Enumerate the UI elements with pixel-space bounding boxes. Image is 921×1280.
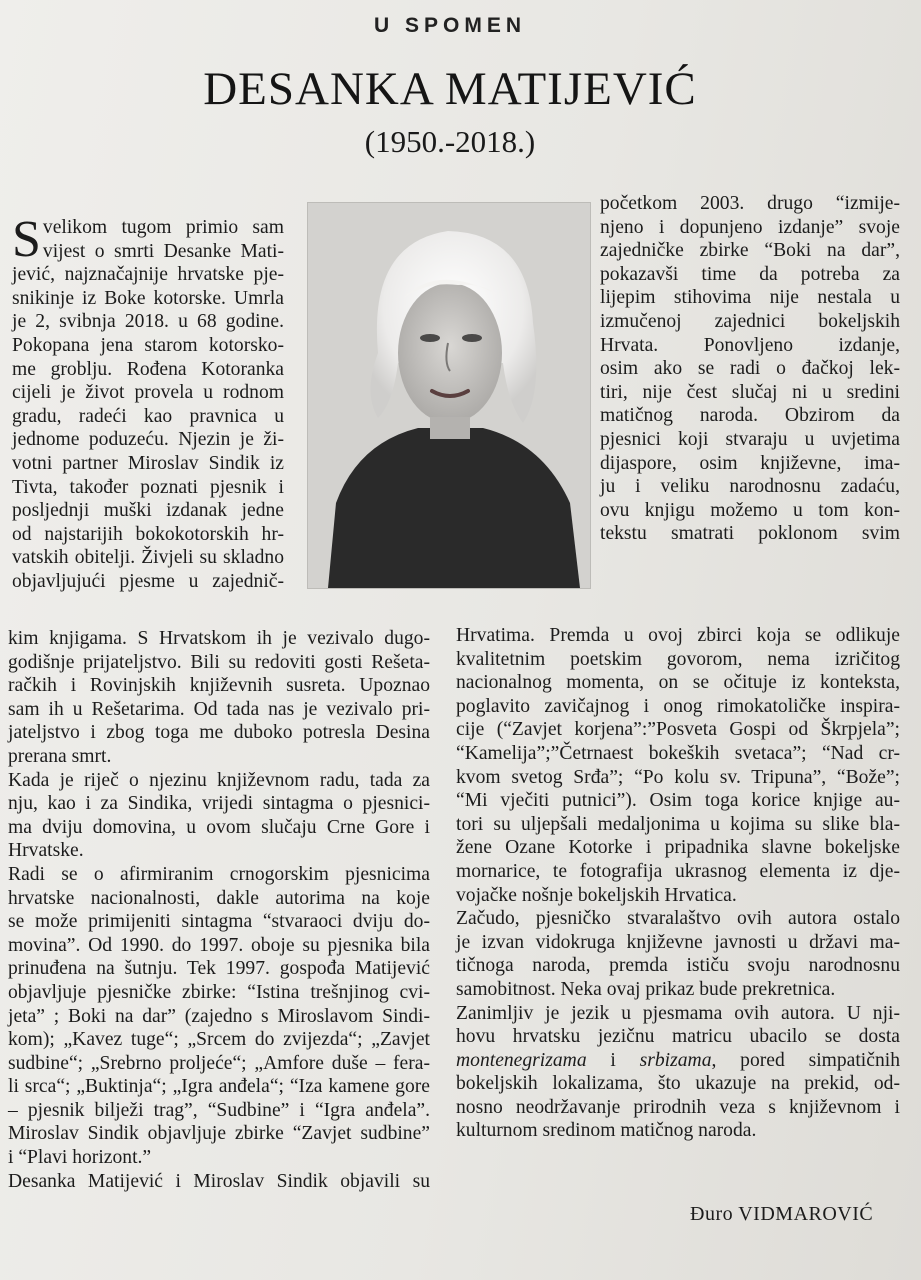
text-line: osim ako se radi o đačkoj lek- — [600, 358, 900, 380]
left-column-bottom — [8, 627, 430, 1193]
text-line: Zanimljiv je jezik u pjesmama ovih autora. U nji- — [456, 1002, 900, 1024]
text-line: Desanka Matijević i Miroslav Sindik objavili su — [8, 1170, 430, 1192]
text-line: je 2, svibnja 2018. u 68 godine. — [12, 311, 284, 333]
text-line: poglavito zavičajnog i onog rimokatoličke inspira- — [456, 695, 900, 717]
life-years: (1950.-2018.) — [364, 124, 536, 159]
text-line: “Kamelija”;”Četrnaest bokeških svetaca”; “Nad cr- — [456, 742, 900, 764]
text-line: Kada je riječ o njezinu književnom radu, tada za — [8, 769, 430, 791]
text-line: žene Ozane Kotorke i pripadnika slavne bokeljske — [456, 837, 900, 859]
text-line: Tivta, također poznati pjesnik i — [12, 476, 284, 498]
text-line: gradu, radeći kao pravnica u — [12, 405, 284, 427]
italic-word: srbizama — [639, 1049, 712, 1071]
text-line: jednome poduzeću. Njezin je ži- — [12, 429, 284, 451]
text-line: “Mi vječiti putnici”). Osim toga korice knjige au- — [456, 790, 900, 812]
text-line: Radi se o afirmiranim crnogorskim pjesnicima — [8, 863, 430, 885]
text-line: objavljuje pjesničke zbirke: “Istina trešnjinog cvi- — [8, 981, 430, 1003]
text-line: me groblju. Rođena Kotoranka — [12, 358, 284, 380]
text-line: ju i veliku narodnosnu zadaću, — [600, 476, 900, 498]
text-line: je izvan vidokruga književne javnosti u državi ma- — [456, 931, 900, 953]
text-line: mornarice, te fotografija ukrasnog elementa iz dje- — [456, 860, 900, 882]
text-line: kvalitetnim poetskim govorom, nema izričitog — [456, 648, 900, 670]
text-line: hrvatske nacionalnosti, dakle autorima na koje — [8, 887, 430, 909]
drop-cap: S — [12, 211, 41, 268]
text-line: vatskih obitelji. Živjeli su skladno — [12, 547, 284, 569]
text-line: velikom tugom primio sam — [42, 217, 284, 238]
text-line: Začudo, pjesničko stvaralaštvo ovih autora ostalo — [456, 908, 900, 930]
text-line: bokeljskih lokalizama, što ukazuje na prekid, od- — [456, 1073, 900, 1095]
text-line: cijeli je život provela u rodnom — [12, 382, 284, 404]
left-column-top — [12, 211, 284, 594]
text-line: početkom 2003. drugo “izmije- — [600, 193, 900, 214]
text-line: kim knjigama. S Hrvatskom ih je vezivalo dugo- — [8, 628, 430, 649]
text-span: i — [586, 1049, 640, 1071]
text-line: račkih i Rovinjskih književnih susreta. Upoznao — [8, 675, 430, 697]
text-line: prerana smrt. — [8, 745, 112, 767]
portrait-icon — [308, 203, 590, 588]
text-line: sudbine“; „Srebrno proljeće“; „Amfore duše – fera- — [8, 1052, 430, 1074]
text-line: hovu hrvatsku jezičnu matricu ubacilo se dosta — [456, 1026, 900, 1048]
text-line: prinuđena na šutnju. Tek 1997. gospođa Matijević — [8, 958, 430, 980]
text-line: pokazavši time da potreba za — [600, 263, 900, 285]
text-line: samobitnost. Neka ovaj prikaz bude prekretnica. — [456, 978, 836, 1000]
text-line: Hrvata. Ponovljeno izdanje, — [600, 334, 900, 356]
text-line: kom); „Kavez tuge“; „Srcem do zvijezda“; „Zavjet — [8, 1029, 430, 1051]
text-line: tiri, nije čest slučaj ni u sredini — [600, 381, 900, 403]
text-line: vijest o smrti Desanke Mati- — [42, 240, 284, 262]
text-line: od najstarijih bokokotorskih hr- — [12, 523, 284, 545]
text-line: njeno i dopunjeno izdanje” svoje — [600, 216, 900, 238]
text-line: votni partner Miroslav Sindik iz — [12, 452, 284, 474]
text-line: se može primijeniti sintagma “stvaraoci dviju do- — [8, 911, 430, 933]
text-line-italic — [456, 1049, 900, 1073]
italic-word: montenegrizama — [456, 1049, 587, 1071]
right-column-top — [600, 192, 900, 546]
text-line: posljednji muški izdanak jedne — [12, 500, 284, 522]
right-column-bottom — [456, 624, 900, 1143]
text-line: dijaspore, osim književne, ima- — [600, 452, 900, 474]
text-line: ma dviju domovina, u ovom slučaju Crne Gore i — [8, 816, 430, 838]
text-line: nosno neodržavanje prirodnih veza s književnom i — [456, 1096, 900, 1118]
section-kicker: U SPOMEN — [373, 14, 526, 37]
text-line: i “Plavi horizont.” — [8, 1147, 152, 1169]
text-line: jević, najznačajnije hrvatske pje- — [12, 264, 284, 286]
text-line: Pokopana jena starom kotorsko- — [12, 334, 284, 356]
text-line: cije (“Zavjet korjena”:”Posveta Gospi od Škrpjela”; — [456, 719, 900, 741]
text-line: tičnoga naroda, premda ističu svoju narodnosnu — [456, 955, 900, 977]
text-line: movina”. Od 1990. do 1997. oboje su pjesnika bila — [8, 934, 430, 956]
text-line: vojačke nošnje bokeljskih Hrvatica. — [456, 884, 737, 906]
text-line: Hrvatske. — [8, 840, 84, 862]
text-line: pjesnici koji stvaraju u uvjetima — [600, 428, 900, 450]
text-line: tori su uljepšali medaljonima u kojima su slike bla- — [456, 813, 900, 835]
text-line: ovu knjigu možemo u tom kon- — [600, 499, 900, 521]
text-line: objavljujući pjesme u zajednič- — [12, 570, 284, 592]
text-line: tekstu smatrati poklonom svim — [600, 523, 900, 545]
text-span: , pored simpatičnih — [711, 1049, 900, 1071]
text-line: kvom svetog Srđa”; “Po kolu sv. Tripuna”, “Bože”; — [456, 766, 900, 788]
text-line: – pjesnik bilježi trag”, “Sudbine” i “Igra anđela”. — [8, 1099, 430, 1121]
text-line: izmučenoj zajednici bokeljskih — [600, 310, 900, 332]
text-line: sam ih u Rešetarima. Od tada nas je vezivalo pri- — [8, 698, 430, 720]
text-line: jeta” ; Boki na dar” (zajedno s Miroslavom Sindi- — [8, 1005, 430, 1027]
text-line: snikinje iz Boke kotorske. Umrla — [12, 287, 284, 309]
obituary-name: DESANKA MATIJEVIĆ — [203, 63, 697, 115]
text-line: Miroslav Sindik objavljuje zbirke “Zavjet sudbine” — [8, 1123, 430, 1145]
text-line: li srca“; „Buktinja“; „Igra anđela“; “Iza kamene gore — [8, 1076, 430, 1098]
text-line: kulturnom sredinom matičnog naroda. — [456, 1120, 757, 1142]
text-line: godišnje prijateljstvo. Bili su redoviti gosti Rešeta- — [8, 651, 430, 673]
text-line: nju, kao i za Sindika, vrijedi sintagma o pjesnici- — [8, 793, 430, 815]
portrait-photo — [308, 203, 590, 588]
text-line: Hrvatima. Premda u ovoj zbirci koja se odlikuje — [456, 625, 900, 646]
text-line: matičnog naroda. Obzirom da — [600, 405, 900, 427]
author-signature: Đuro VIDMAROVIĆ — [690, 1203, 874, 1225]
text-line: lijepim stihovima nije nestala u — [600, 287, 900, 309]
text-line: nacionalnog momenta, on se očituje iz konteksta, — [456, 672, 900, 694]
text-line: zajedničke zbirke “Boki na dar”, — [600, 240, 900, 262]
text-line: jateljstvo i zbog toga me duboko potresla Desina — [8, 722, 430, 744]
